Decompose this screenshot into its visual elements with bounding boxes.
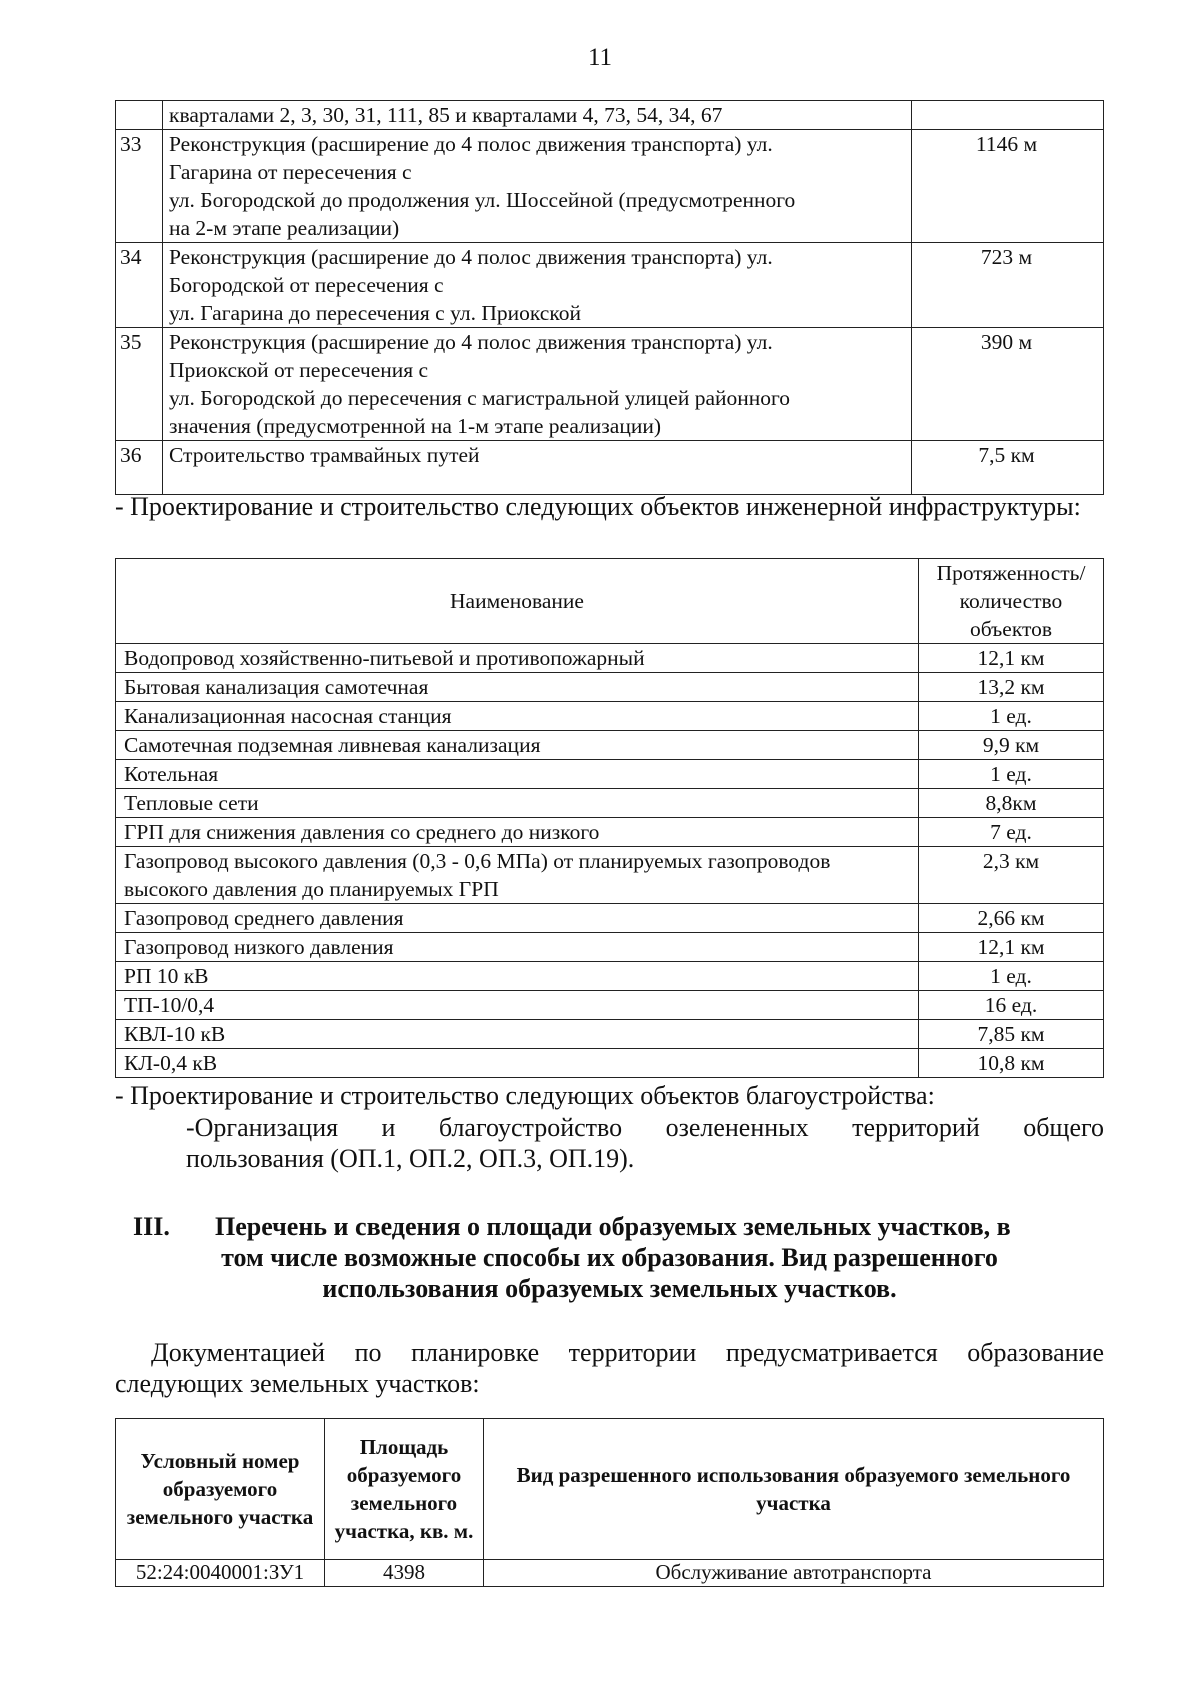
paragraph-engineering-infrastructure: - Проектирование и строительство следующих объектов инженерной инфраструктуры: xyxy=(115,492,1081,521)
table-header-row xyxy=(116,1419,1104,1560)
row-value: 2,66 км xyxy=(919,904,1104,933)
paragraph-documentation-line1: Документацией по планировке территории предусматривается образование xyxy=(151,1338,1104,1367)
row-length: 723 м xyxy=(912,243,1104,328)
section-heading-line1: Перечень и сведения о площади образуемых земельных участков, в xyxy=(215,1212,1011,1241)
table-row xyxy=(116,962,1104,991)
table-row xyxy=(116,130,1104,243)
paragraph-documentation-line2: следующих земельных участков: xyxy=(115,1369,480,1398)
row-number xyxy=(116,101,163,130)
paragraph-documentation xyxy=(115,1337,1104,1399)
header-permitted-use: Вид разрешенного использования образуемого земельного участка xyxy=(484,1419,1104,1560)
plot-number: 52:24:0040001:ЗУ1 xyxy=(116,1560,325,1587)
table-row xyxy=(116,702,1104,731)
row-length: 7,5 км xyxy=(912,441,1104,495)
row-value: 8,8км xyxy=(919,789,1104,818)
section-number: III. xyxy=(133,1212,170,1241)
land-plots-table xyxy=(115,1418,1104,1587)
table-row xyxy=(116,1020,1104,1049)
row-value: 2,3 км xyxy=(919,847,1104,904)
table-row xyxy=(116,904,1104,933)
landscaping-item xyxy=(186,1112,1104,1174)
row-description-text: Реконструкция (расширение до 4 полос движения транспорта) ул. Богородской от пересечения с ул. Гагарина до пересечения с ул. Приокской xyxy=(169,245,773,325)
row-name: Газопровод низкого давления xyxy=(116,933,919,962)
landscaping-item-line2: пользования (ОП.1, ОП.2, ОП.3, ОП.19). xyxy=(186,1144,635,1173)
header-name: Наименование xyxy=(116,559,919,644)
row-name: Газопровод высокого давления (0,3 - 0,6 МПа) от планируемых газопроводов высокого давления до планируемых ГРП xyxy=(116,847,919,904)
row-value: 1 ед. xyxy=(919,962,1104,991)
row-name: ТП-10/0,4 xyxy=(116,991,919,1020)
row-name: РП 10 кВ xyxy=(116,962,919,991)
row-name: КВЛ-10 кВ xyxy=(116,1020,919,1049)
row-name: КЛ-0,4 кВ xyxy=(116,1049,919,1078)
table-row xyxy=(116,101,1104,130)
row-name: Канализационная насосная станция xyxy=(116,702,919,731)
row-value: 1 ед. xyxy=(919,702,1104,731)
row-value: 1 ед. xyxy=(919,760,1104,789)
row-value: 9,9 км xyxy=(919,731,1104,760)
landscaping-item-line1: -Организация и благоустройство озелененных территорий общего xyxy=(186,1113,1104,1142)
row-description: кварталами 2, 3, 30, 31, 111, 85 и кварталами 4, 73, 54, 34, 67 xyxy=(163,101,912,130)
header-plot-number: Условный номер образуемого земельного участка xyxy=(116,1419,325,1560)
table-row xyxy=(116,731,1104,760)
section-heading-line3: использования образуемых земельных участков. xyxy=(322,1274,897,1303)
header-plot-area: Площадь образуемого земельного участка, кв. м. xyxy=(325,1419,484,1560)
roads-table xyxy=(115,100,1104,495)
row-number: 33 xyxy=(116,130,163,243)
row-description xyxy=(163,130,912,243)
section-heading-line2: том числе возможные способы их образования. Вид разрешенного xyxy=(221,1243,998,1272)
row-description xyxy=(163,328,912,441)
row-value: 7,85 км xyxy=(919,1020,1104,1049)
table-row xyxy=(116,818,1104,847)
row-description-text: Реконструкция (расширение до 4 полос движения транспорта) ул. Гагарина от пересечения с ул. Богородской до продолжения ул. Шоссейной (предусмотренного на 2-м этапе реализации) xyxy=(169,132,796,240)
table-row xyxy=(116,991,1104,1020)
row-number: 35 xyxy=(116,328,163,441)
row-description xyxy=(163,243,912,328)
engineering-infrastructure-table xyxy=(115,558,1104,1078)
row-length xyxy=(912,101,1104,130)
row-value: 13,2 км xyxy=(919,673,1104,702)
row-name: Котельная xyxy=(116,760,919,789)
header-length-count: Протяженность/ количество объектов xyxy=(919,559,1104,644)
table-row xyxy=(116,1049,1104,1078)
table-row xyxy=(116,328,1104,441)
row-value: 10,8 км xyxy=(919,1049,1104,1078)
row-name: Газопровод среднего давления xyxy=(116,904,919,933)
table-row xyxy=(116,673,1104,702)
table-row xyxy=(116,933,1104,962)
row-description: Строительство трамвайных путей xyxy=(163,441,912,495)
table-row xyxy=(116,847,1104,904)
row-length: 390 м xyxy=(912,328,1104,441)
row-value: 7 ед. xyxy=(919,818,1104,847)
table-row xyxy=(116,760,1104,789)
row-name: Бытовая канализация самотечная xyxy=(116,673,919,702)
plot-area: 4398 xyxy=(325,1560,484,1587)
table-row xyxy=(116,243,1104,328)
row-number: 36 xyxy=(116,441,163,495)
table-row xyxy=(116,644,1104,673)
row-value: 16 ед. xyxy=(919,991,1104,1020)
row-length: 1146 м xyxy=(912,130,1104,243)
plot-permitted-use: Обслуживание автотранспорта xyxy=(484,1560,1104,1587)
section-heading xyxy=(115,1211,1104,1304)
row-name: Самотечная подземная ливневая канализация xyxy=(116,731,919,760)
table-header-row xyxy=(116,559,1104,644)
row-name: Тепловые сети xyxy=(116,789,919,818)
table-row xyxy=(116,789,1104,818)
row-description-text: Реконструкция (расширение до 4 полос движения транспорта) ул. Приокской от пересечения с ул. Богородской до пересечения с магистральной улицей районного значения (предусмотренной на 1-м этапе реализации) xyxy=(169,330,791,438)
page-number: 11 xyxy=(587,44,613,71)
row-value: 12,1 км xyxy=(919,644,1104,673)
row-name: ГРП для снижения давления со среднего до низкого xyxy=(116,818,919,847)
table-row xyxy=(116,441,1104,495)
row-name: Водопровод хозяйственно-питьевой и противопожарный xyxy=(116,644,919,673)
table-row xyxy=(116,1560,1104,1587)
paragraph-landscaping: - Проектирование и строительство следующих объектов благоустройства: xyxy=(115,1081,935,1110)
row-value: 12,1 км xyxy=(919,933,1104,962)
row-number: 34 xyxy=(116,243,163,328)
